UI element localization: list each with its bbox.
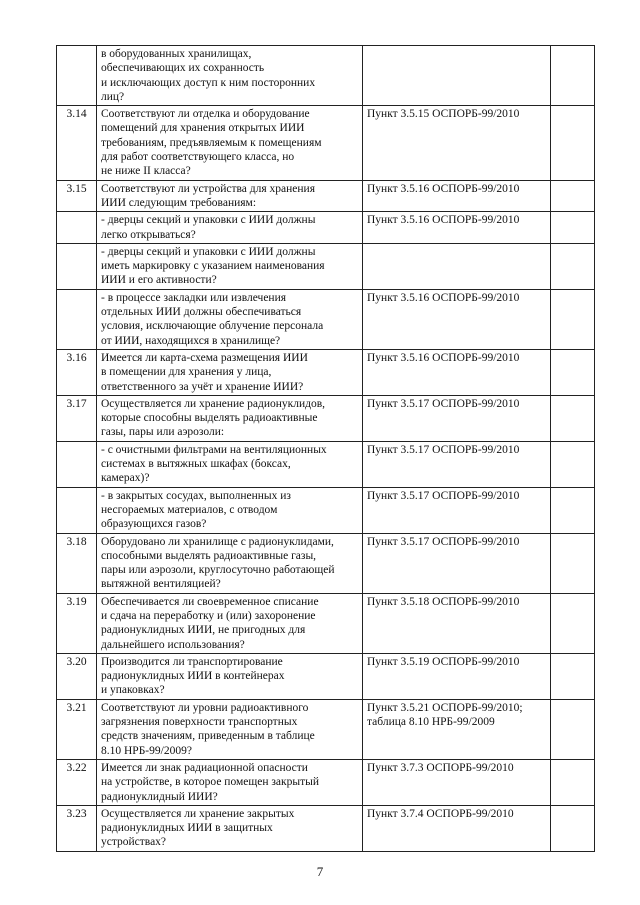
table-row	[57, 441, 595, 487]
requirement-text: Имеется ли знак радиационной опасности на устройстве, в которое помещен закрытый радионуклидный ИИИ?	[97, 759, 363, 805]
requirement-text: Осуществляется ли хранение закрытых радионуклидных ИИИ в защитных устройствах?	[97, 805, 363, 851]
table-row	[57, 349, 595, 395]
notes-cell	[551, 441, 595, 487]
requirement-text: - в процессе закладки или извлечения отдельных ИИИ должны обеспечиваться условия, исключающие облучение персонала от ИИИ, находящихся в хранилище?	[97, 289, 363, 349]
notes-cell	[551, 243, 595, 289]
normative-reference: Пункт 3.5.15 ОСПОРБ-99/2010	[363, 106, 551, 180]
requirement-text: - с очистными фильтрами на вентиляционных системах в вытяжных шкафах (боксах, камерах)?	[97, 441, 363, 487]
table-row	[57, 653, 595, 699]
notes-cell	[551, 349, 595, 395]
notes-cell	[551, 289, 595, 349]
item-number: 3.14	[57, 106, 97, 180]
table-row	[57, 699, 595, 759]
table-row	[57, 243, 595, 289]
notes-cell	[551, 106, 595, 180]
item-number: 3.22	[57, 759, 97, 805]
normative-reference: Пункт 3.5.19 ОСПОРБ-99/2010	[363, 653, 551, 699]
requirement-text: Производится ли транспортирование радионуклидных ИИИ в контейнерах и упаковках?	[97, 653, 363, 699]
normative-reference: Пункт 3.5.21 ОСПОРБ-99/2010; таблица 8.10 НРБ-99/2009	[363, 699, 551, 759]
requirement-text: - дверцы секций и упаковки с ИИИ должны иметь маркировку с указанием наименования ИИИ и его активности?	[97, 243, 363, 289]
normative-reference: Пункт 3.7.4 ОСПОРБ-99/2010	[363, 805, 551, 851]
item-number: 3.20	[57, 653, 97, 699]
table-row	[57, 533, 595, 593]
notes-cell	[551, 212, 595, 244]
normative-reference: Пункт 3.5.16 ОСПОРБ-99/2010	[363, 180, 551, 212]
item-number: 3.17	[57, 395, 97, 441]
notes-cell	[551, 533, 595, 593]
requirement-text: Осуществляется ли хранение радионуклидов, которые способны выделять радиоактивные газы, пары или аэрозоли:	[97, 395, 363, 441]
item-number	[57, 487, 97, 533]
notes-cell	[551, 699, 595, 759]
table-row	[57, 805, 595, 851]
table-row	[57, 593, 595, 653]
item-number: 3.15	[57, 180, 97, 212]
item-number	[57, 441, 97, 487]
normative-reference: Пункт 3.5.17 ОСПОРБ-99/2010	[363, 487, 551, 533]
notes-cell	[551, 805, 595, 851]
item-number: 3.23	[57, 805, 97, 851]
requirement-text: Соответствуют ли отделка и оборудование помещений для хранения открытых ИИИ требованиям, предъявляемым к помещениям для работ соответствующего класса, но не ниже II класса?	[97, 106, 363, 180]
requirement-text: - в закрытых сосудах, выполненных из несгораемых материалов, с отводом образующихся газов?	[97, 487, 363, 533]
requirement-text: в оборудованных хранилищах, обеспечивающих их сохранность и исключающих доступ к ним посторонних лиц?	[97, 46, 363, 106]
requirement-text: Соответствуют ли уровни радиоактивного загрязнения поверхности транспортных средств значениям, приведенным в таблице 8.10 НРБ-99/2009?	[97, 699, 363, 759]
table-row	[57, 395, 595, 441]
notes-cell	[551, 759, 595, 805]
normative-reference	[363, 46, 551, 106]
item-number: 3.18	[57, 533, 97, 593]
notes-cell	[551, 487, 595, 533]
normative-reference: Пункт 3.7.3 ОСПОРБ-99/2010	[363, 759, 551, 805]
normative-reference: Пункт 3.5.16 ОСПОРБ-99/2010	[363, 212, 551, 244]
table-row	[57, 759, 595, 805]
item-number: 3.16	[57, 349, 97, 395]
item-number	[57, 243, 97, 289]
normative-reference: Пункт 3.5.16 ОСПОРБ-99/2010	[363, 289, 551, 349]
requirement-text: Обеспечивается ли своевременное списание и сдача на переработку и (или) захоронение радионуклидных ИИИ, не пригодных для дальнейшего использования?	[97, 593, 363, 653]
checklist-body	[57, 46, 595, 852]
requirement-text: - дверцы секций и упаковки с ИИИ должны легко открываться?	[97, 212, 363, 244]
item-number: 3.21	[57, 699, 97, 759]
notes-cell	[551, 46, 595, 106]
table-row	[57, 106, 595, 180]
normative-reference: Пункт 3.5.17 ОСПОРБ-99/2010	[363, 395, 551, 441]
table-row	[57, 289, 595, 349]
normative-reference: Пункт 3.5.17 ОСПОРБ-99/2010	[363, 533, 551, 593]
requirement-text: Оборудовано ли хранилище с радионуклидами, способными выделять радиоактивные газы, пары или аэрозоли, круглосуточно работающей вытяжной вентиляцией?	[97, 533, 363, 593]
notes-cell	[551, 593, 595, 653]
checklist-table	[56, 45, 595, 852]
notes-cell	[551, 653, 595, 699]
notes-cell	[551, 180, 595, 212]
normative-reference: Пункт 3.5.18 ОСПОРБ-99/2010	[363, 593, 551, 653]
normative-reference	[363, 243, 551, 289]
page-number: 7	[316, 864, 324, 879]
item-number: 3.19	[57, 593, 97, 653]
normative-reference: Пункт 3.5.17 ОСПОРБ-99/2010	[363, 441, 551, 487]
requirement-text: Имеется ли карта-схема размещения ИИИ в помещении для хранения у лица, ответственного за учёт и хранение ИИИ?	[97, 349, 363, 395]
table-row	[57, 487, 595, 533]
item-number	[57, 46, 97, 106]
item-number	[57, 212, 97, 244]
requirement-text: Соответствуют ли устройства для хранения ИИИ следующим требованиям:	[97, 180, 363, 212]
table-row	[57, 212, 595, 244]
table-row	[57, 180, 595, 212]
table-row	[57, 46, 595, 106]
notes-cell	[551, 395, 595, 441]
item-number	[57, 289, 97, 349]
normative-reference: Пункт 3.5.16 ОСПОРБ-99/2010	[363, 349, 551, 395]
